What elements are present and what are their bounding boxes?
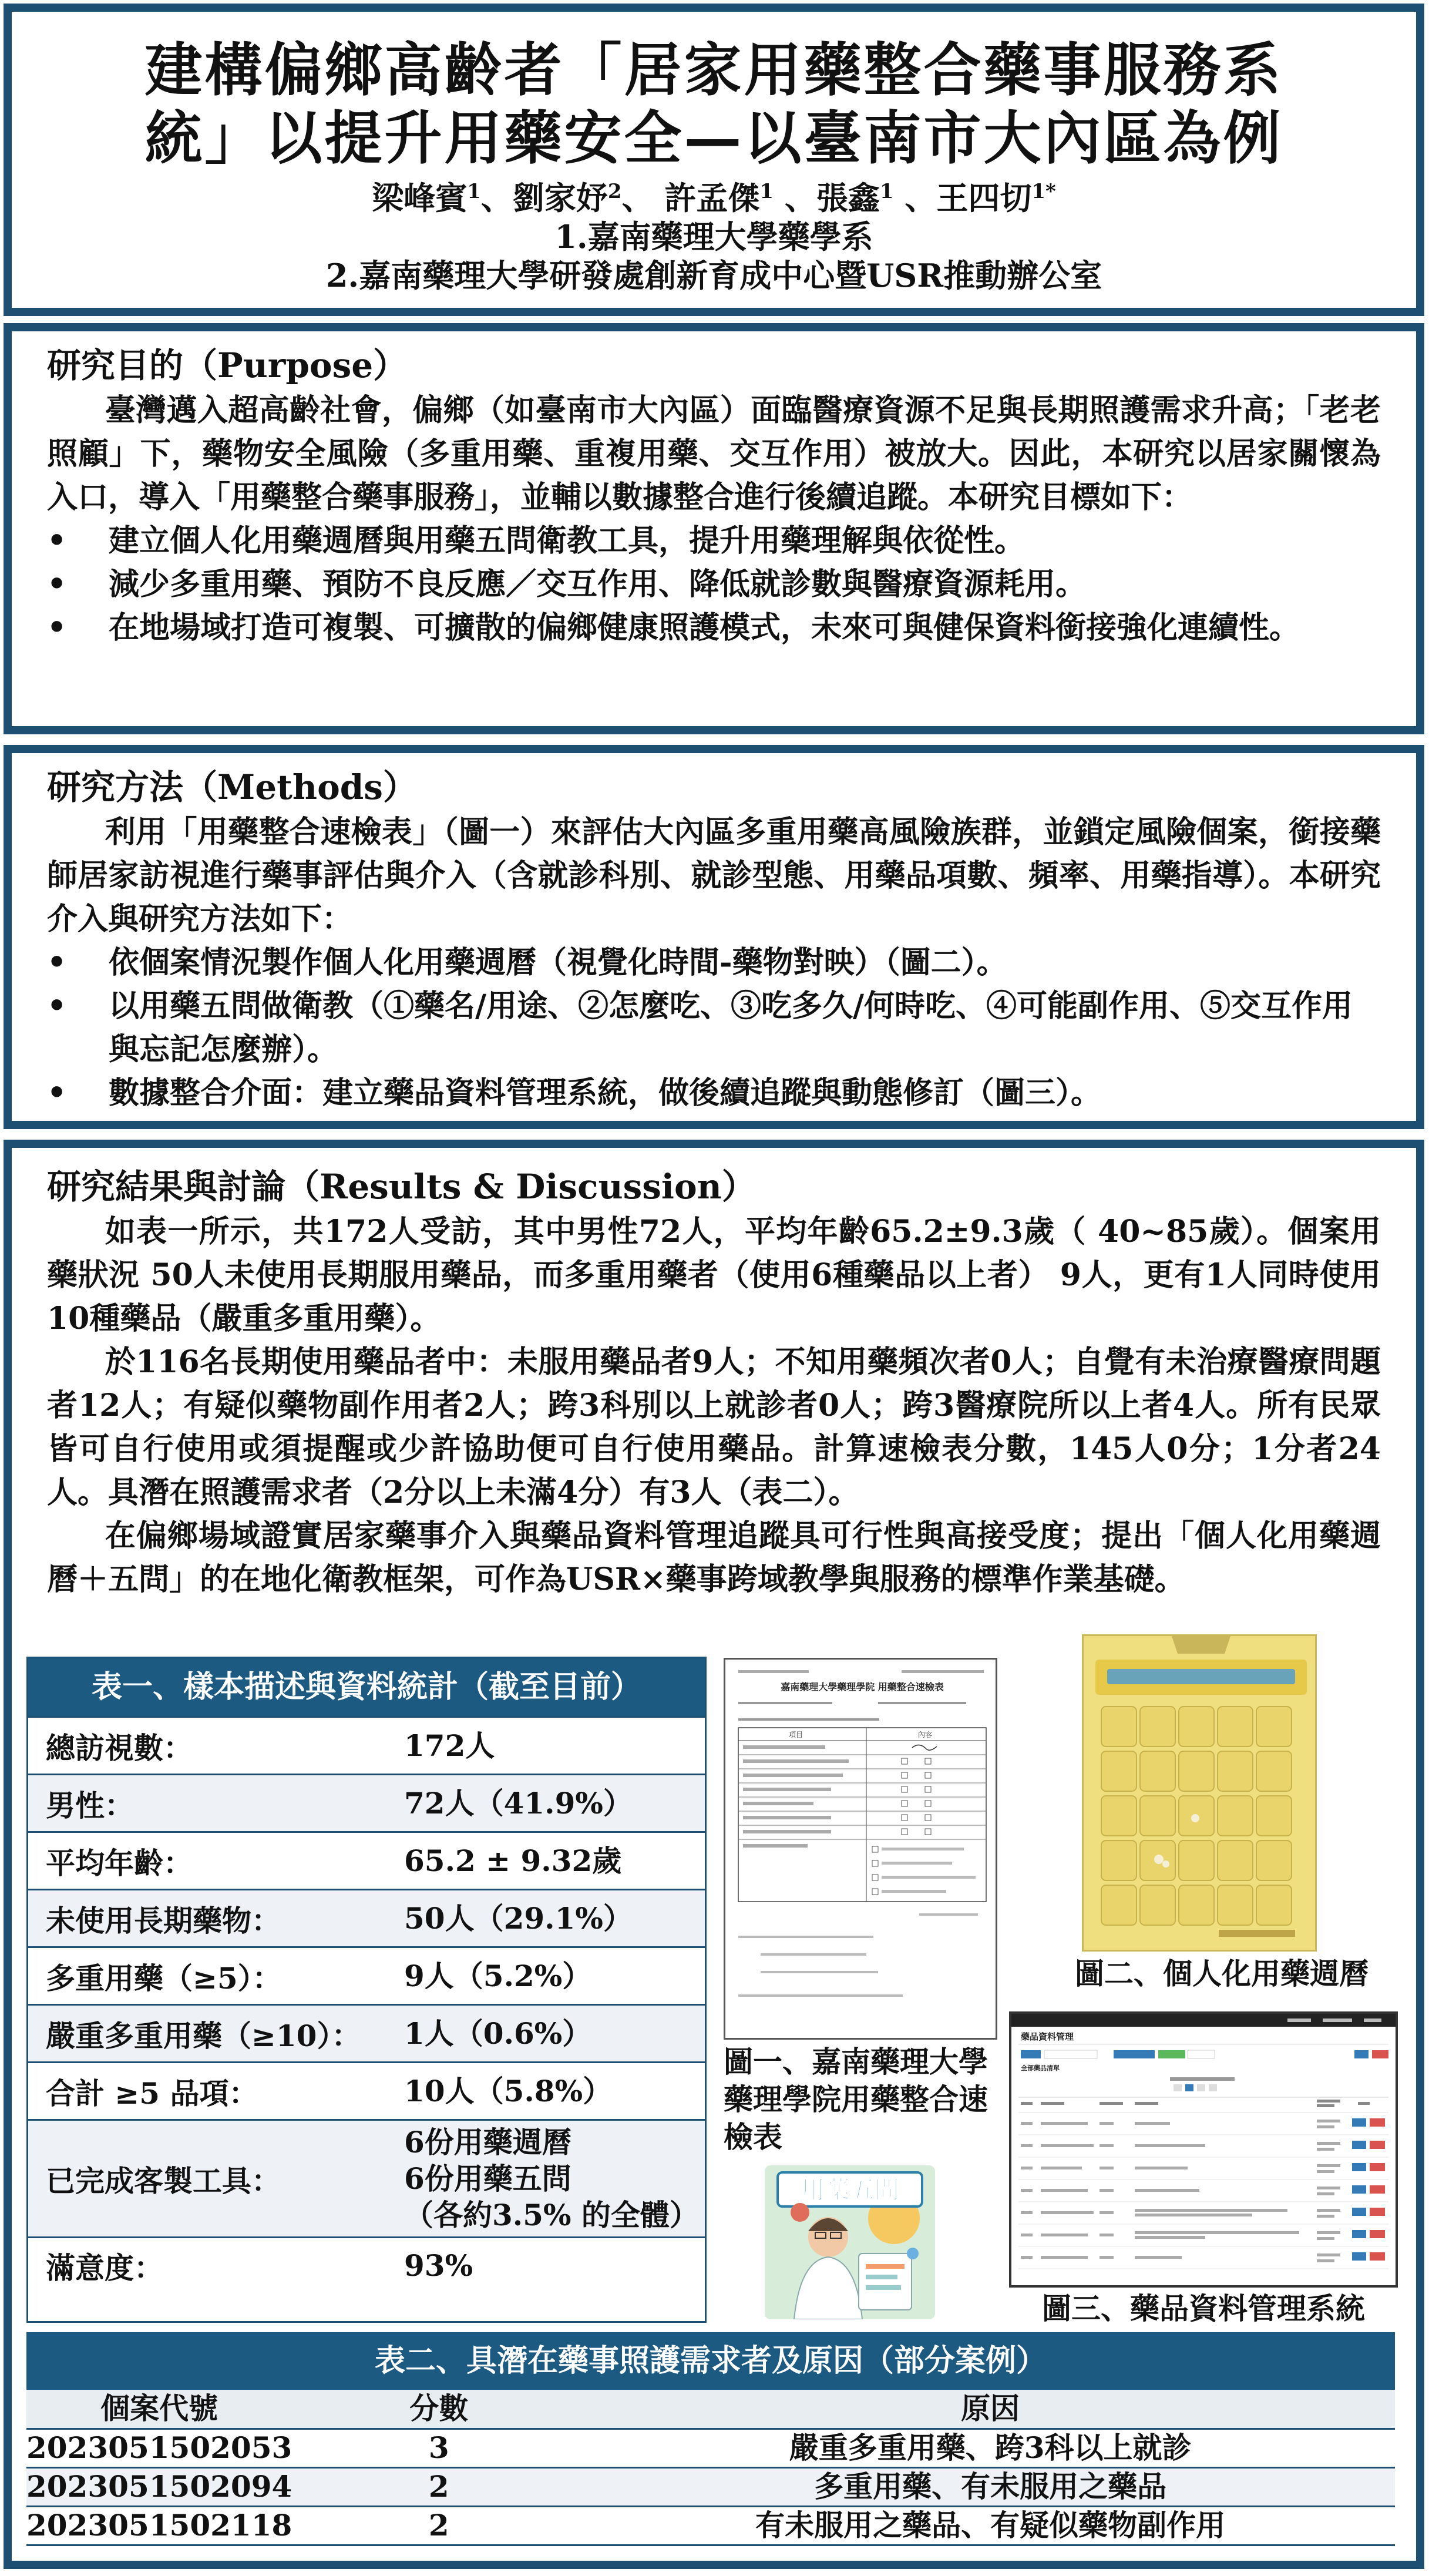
figure-1-caption: 圖一、嘉南藥理大學藥理學院用藥整合速檢表 [724, 2044, 988, 2154]
title-line-1: 建構偏鄉高齡者「居家用藥整合藥事服務系 [144, 36, 1283, 104]
author-name: 梁峰賓 [372, 179, 468, 217]
table-row [28, 1946, 705, 2004]
table-cell-value: 93% [404, 2248, 473, 2283]
purpose-heading: 研究目的（Purpose） [47, 345, 408, 385]
table-cell-line: （各約3.5% 的全體） [404, 2197, 699, 2232]
checklist-form-header: 嘉南藥理大學藥理學院 用藥整合速檢表 [781, 1681, 944, 1692]
table-row [28, 2061, 705, 2119]
poster-header [4, 4, 1424, 316]
reason-cell: 有未服用之藥品、有疑似藥物副作用 [586, 2506, 1395, 2545]
reason-cell: 嚴重多重用藥、跨3科以上就診 [586, 2429, 1395, 2467]
table-2-potential-needs [26, 2332, 1395, 2550]
table-row [28, 1716, 705, 1774]
medication-calendar-drawing [1084, 1636, 1317, 1952]
purpose-bullet: • 減少多重用藥、預防不良反應／交互作用、降低就診數與醫療資源耗用。 [47, 563, 1381, 606]
author-sup: 1 [467, 180, 481, 203]
table-cell-label: 已完成客製工具： [46, 2163, 281, 2198]
title-line-2: 統」以提升用藥安全—以臺南市大內區為例 [144, 105, 1283, 172]
purpose-bullet-list [47, 519, 1381, 650]
logo-text: 用藥五問 [800, 2175, 900, 2204]
author-sup: 1 [879, 180, 894, 203]
table-cell-value: 1人（0.6%） [404, 2016, 592, 2051]
table-1-body [28, 1716, 705, 2293]
table-row [26, 2467, 1395, 2506]
column-header-reason: 原因 [586, 2390, 1395, 2429]
methods-section [4, 745, 1424, 1129]
figure-3-caption: 圖三、藥品資料管理系統 [1042, 2291, 1365, 2326]
table-row [28, 1831, 705, 1889]
results-paragraph-2: 於116名長期使用藥品者中：未服用藥品者9人；不知用藥頻次者0人；自覺有未治療醫療問題者12人；有疑似藥物副作用者2人；跨3科別以上就診者0人；跨3醫療院所以上者4人。所有民眾皆可自行使用或須提醒或少許協助便可自行使用藥品。計算速檢表分數，145人0分；1分者24人。具潛在照護需求者（2分以上未滿4分）有3人（表二）。 [47, 1344, 1381, 1510]
author-name: 、張鑫 [774, 179, 880, 217]
table-row [26, 2429, 1395, 2467]
author-sup: 1* [1031, 180, 1056, 203]
checklist-form-drawing [725, 1660, 997, 2040]
table-row [28, 1774, 705, 1831]
results-paragraph-3: 在偏鄉場域證實居家藥事介入與藥品資料管理追蹤具可行性與高接受度；提出「個人化用藥週曆＋五問」的在地化衛教框架，可作為USR×藥事跨域教學與服務的標準作業基礎。 [47, 1518, 1381, 1597]
table-cell-value: 72人（41.9%） [404, 1785, 633, 1821]
purpose-section [4, 323, 1424, 734]
reason-cell: 多重用藥、有未服用之藥品 [586, 2467, 1395, 2506]
table-1-title: 表一、樣本描述與資料統計（截至目前） [28, 1658, 705, 1716]
table-cell-value: 10人（5.8%） [404, 2073, 613, 2108]
table-cell-label: 合計 ≥5 品項： [46, 2075, 258, 2111]
affiliation-2: 2.嘉南藥理大學研發處創新育成中心暨USR推動辦公室 [325, 257, 1102, 294]
figure-1-checklist-image [724, 1658, 997, 2040]
table-cell-label: 總訪視數： [46, 1730, 193, 1765]
case-id-cell: 2023051502118 [26, 2506, 292, 2545]
author-name: 、王四切 [893, 179, 1032, 217]
purpose-paragraph: 臺灣邁入超高齡社會，偏鄉（如臺南市大內區）面臨醫療資源不足與長期照護需求升高；「老老照顧」下，藥物安全風險（多重用藥、重複用藥、交互作用）被放大。因此，本研究以居家關懷為入口，導入「用藥整合藥事服務」，並輔以數據整合進行後續追蹤。本研究目標如下： [47, 392, 1381, 515]
table-cell-label: 滿意度： [46, 2250, 163, 2285]
methods-bullet-list [47, 941, 1381, 1115]
table-cell-value: 9人（5.2%） [404, 1958, 592, 1993]
table-cell-label: 平均年齡： [46, 1845, 193, 1880]
author-list [12, 179, 1416, 217]
table-row [28, 2004, 705, 2061]
score-cell: 3 [292, 2429, 586, 2467]
table-cell-label: 男性： [46, 1788, 134, 1823]
table-1-sample-stats [26, 1657, 707, 2323]
author-sup: 1 [759, 180, 774, 203]
purpose-bullet: • 建立個人化用藥週曆與用藥五問衛教工具，提升用藥理解與依從性。 [47, 519, 1381, 563]
purpose-bullet: • 在地場域打造可複製、可擴散的偏鄉健康照護模式，未來可與健保資料銜接強化連續性。 [47, 606, 1381, 650]
pharmacist-illustration [765, 2165, 935, 2319]
score-cell: 2 [292, 2467, 586, 2506]
methods-bullet: • 依個案情況製作個人化用藥週曆（視覺化時間-藥物對映）（圖二）。 [47, 941, 1381, 985]
figure-2-caption: 圖二、個人化用藥週曆 [1075, 1956, 1369, 1991]
methods-heading: 研究方法（Methods） [47, 767, 417, 807]
author-name: 、劉家妤 [480, 179, 608, 217]
table-row [28, 2119, 705, 2236]
table-row [28, 1889, 705, 1946]
column-header-case-id: 個案代號 [26, 2390, 292, 2429]
table-header-row [26, 2390, 1395, 2429]
checklist-col-content: 內容 [917, 1731, 933, 1739]
table-cell-label: 嚴重多重用藥（≥10）： [46, 2018, 361, 2053]
table-cell-label: 多重用藥（≥5）： [46, 1960, 282, 1996]
results-body [47, 1163, 1381, 1601]
table-cell-label: 未使用長期藥物： [46, 1903, 281, 1938]
methods-body [47, 764, 1381, 1115]
methods-paragraph: 利用「用藥整合速檢表」（圖一）來評估大內區多重用藥高風險族群，並鎖定風險個案，銜接藥師居家訪視進行藥事評估與介入（含就診科別、就診型態、用藥品項數、頻率、用藥指導）。本研究介入與研究方法如下： [47, 814, 1381, 937]
methods-bullet: • 數據整合介面：建立藥品資料管理系統，做後續追蹤與動態修訂（圖三）。 [47, 1072, 1381, 1115]
table-cell-line: 6份用藥五問 [404, 2161, 571, 2196]
system-window-title: 藥品資料管理 [1021, 2031, 1074, 2042]
case-id-cell: 2023051502053 [26, 2429, 292, 2467]
figure-2-calendar-image [1082, 1634, 1317, 1952]
poster-title [12, 36, 1416, 173]
results-heading: 研究結果與討論（Results & Discussion） [47, 1167, 756, 1207]
table-cell-value: 65.2 ± 9.32歲 [404, 1843, 622, 1878]
results-paragraph-1: 如表一所示，共172人受訪，其中男性72人，平均年齡65.2±9.3歲（ 40~85歲）。個案用藥狀況 50人未使用長期服用藥品，而多重用藥者（使用6種藥品以上者） 9人，更有1人同時使用10種藥品（嚴重多重用藥）。 [47, 1214, 1381, 1336]
affiliation-1: 1.嘉南藥理大學藥學系 [554, 218, 873, 256]
medication-five-questions-logo [765, 2165, 935, 2319]
score-cell: 2 [292, 2506, 586, 2545]
table-cell-value [404, 2124, 705, 2234]
table-cell-line: 6份用藥週曆 [404, 2124, 571, 2159]
methods-bullet: • 以用藥五問做衛教（①藥名/用途、②怎麼吃、③吃多久/何時吃、④可能副作用、⑤交互作用與忘記怎麼辦）。 [47, 985, 1381, 1072]
figure-3-system-screenshot [1009, 2011, 1398, 2288]
table-row [28, 2236, 705, 2293]
case-id-cell: 2023051502094 [26, 2467, 292, 2506]
table-cell-value: 172人 [404, 1728, 495, 1763]
system-list-title: 全部藥品清單 [1021, 2064, 1060, 2072]
checklist-col-item: 項目 [788, 1731, 803, 1739]
author-sup: 2 [607, 180, 622, 203]
purpose-body [47, 342, 1381, 650]
table-2-grid [26, 2390, 1395, 2546]
author-name: 、 許孟傑 [621, 179, 760, 217]
column-header-score: 分數 [292, 2390, 586, 2429]
table-row [26, 2506, 1395, 2545]
table-cell-value: 50人（29.1%） [404, 1900, 633, 1936]
drug-management-ui-drawing [1011, 2014, 1396, 2285]
table-2-title: 表二、具潛在藥事照護需求者及原因（部分案例） [26, 2332, 1395, 2390]
